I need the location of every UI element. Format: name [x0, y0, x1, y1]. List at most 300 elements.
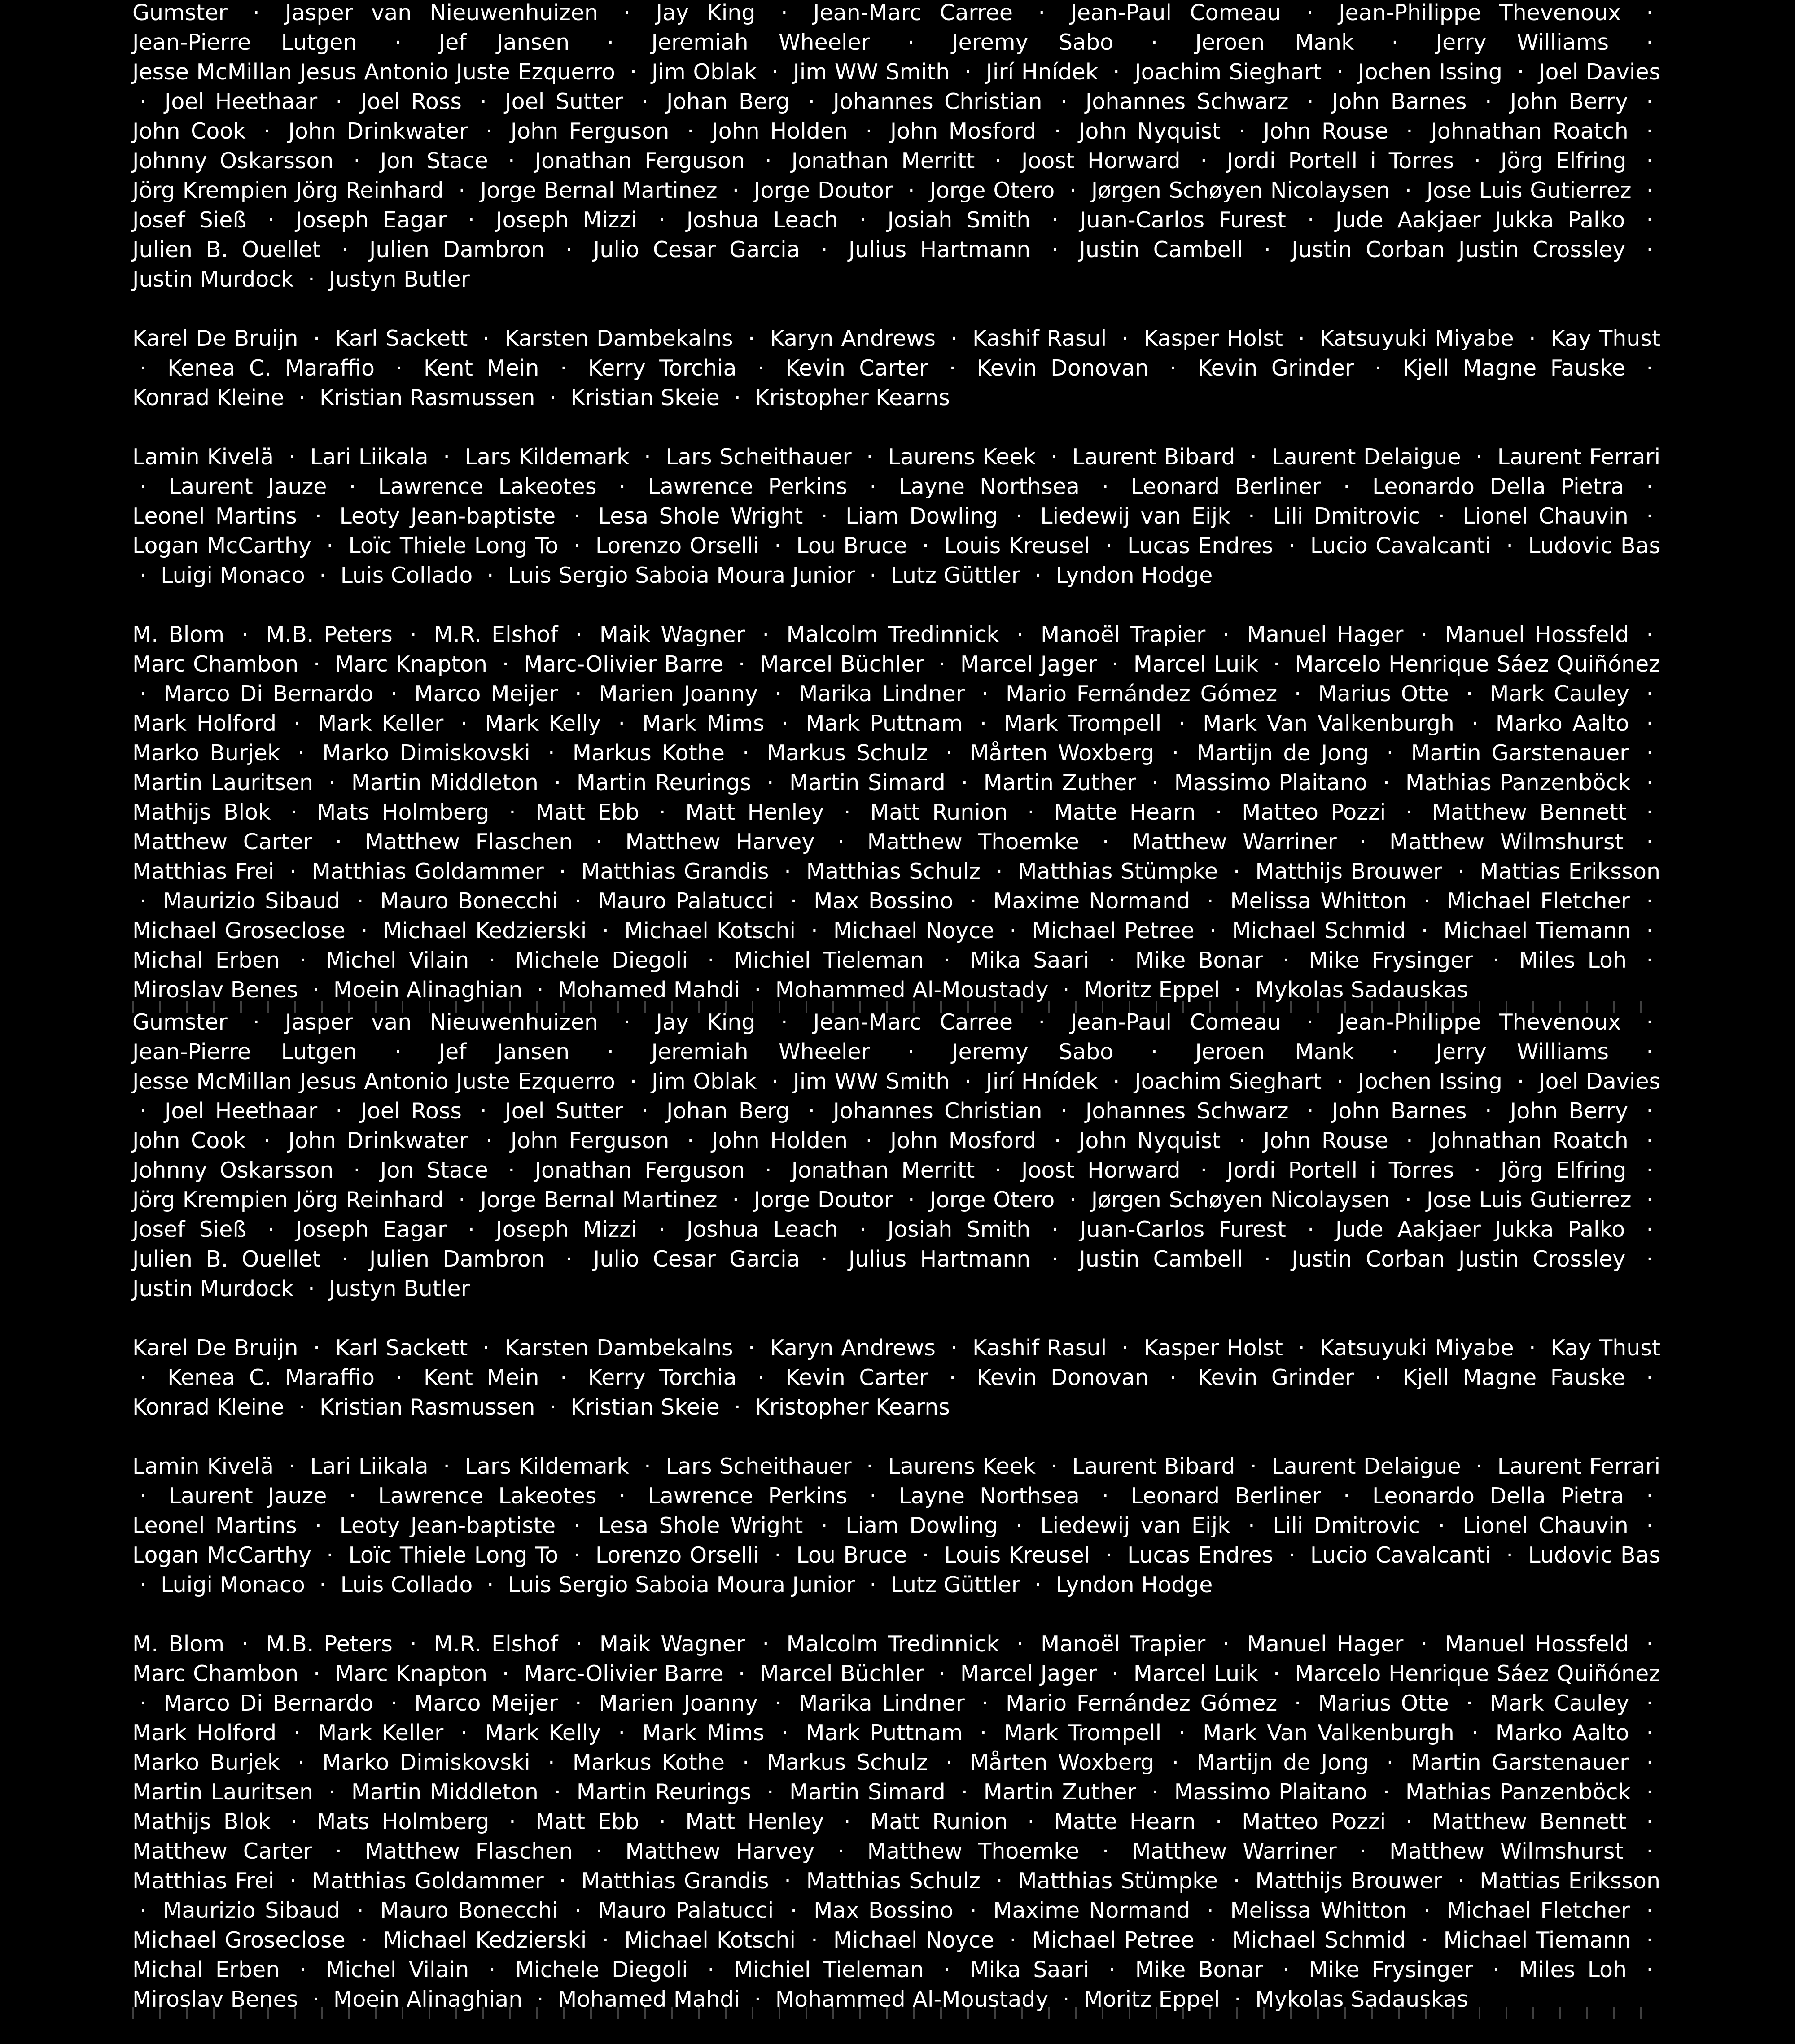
credit-name: Jørgen Schøyen Nicolaysen — [1091, 1187, 1390, 1213]
credit-name: Johnny Oskarsson — [132, 148, 334, 174]
separator-dot: · — [808, 89, 815, 114]
separator-dot: · — [308, 266, 315, 292]
separator-dot: · — [319, 1572, 326, 1598]
credit-name: Michael Kedzierski — [383, 918, 587, 943]
separator-dot: · — [949, 1365, 956, 1390]
credit-name: Mathias Panzenböck — [1405, 770, 1631, 795]
credit-name: Lutz Güttler — [890, 1572, 1020, 1598]
separator-dot: · — [1528, 1335, 1536, 1361]
credit-name: Marc Chambon — [132, 1661, 299, 1686]
separator-dot: · — [602, 918, 609, 943]
credit-name: John Cook — [132, 1128, 246, 1153]
credit-name: Matt Henley — [685, 1809, 824, 1834]
credit-name: John Mosford — [890, 1128, 1037, 1153]
credit-name: Luis Collado — [340, 563, 473, 588]
separator-dot: · — [1457, 1868, 1465, 1894]
separator-dot: · — [313, 1661, 320, 1686]
credit-name: Markus Kothe — [572, 1750, 725, 1775]
separator-dot: · — [1391, 1039, 1399, 1065]
separator-dot: · — [1121, 1335, 1129, 1361]
separator-dot: · — [140, 681, 147, 707]
separator-dot: · — [961, 1779, 968, 1805]
separator-dot: · — [602, 1927, 609, 1953]
credit-name: Mike Bonar — [1135, 1957, 1263, 1983]
separator-dot: · — [1108, 1957, 1116, 1983]
credit-name: Justin Murdock — [132, 266, 294, 292]
separator-dot: · — [1288, 1542, 1296, 1568]
separator-dot: · — [536, 1987, 544, 2012]
separator-dot: · — [460, 711, 468, 736]
credit-name: Marko Dimiskovski — [322, 1750, 530, 1775]
separator-dot: · — [748, 326, 755, 351]
credit-name: Jorge Doutor — [754, 178, 893, 203]
credit-name: Matthew Carter — [132, 1839, 312, 1864]
separator-dot: · — [938, 1661, 946, 1686]
separator-dot: · — [907, 1187, 915, 1213]
separator-dot: · — [1646, 948, 1654, 973]
separator-dot: · — [573, 503, 581, 529]
separator-dot: · — [1102, 474, 1109, 499]
credit-name: Mats Holmberg — [317, 1809, 490, 1834]
credit-name: Kerry Torchia — [588, 1365, 737, 1390]
separator-dot: · — [658, 1217, 665, 1242]
separator-dot: · — [980, 1720, 987, 1746]
separator-dot: · — [486, 1128, 493, 1153]
credit-name: Lesa Shole Wright — [598, 1513, 803, 1538]
separator-dot: · — [1517, 59, 1524, 85]
credit-name: Justin Murdock — [132, 1276, 294, 1302]
credit-name: Leonardo Della Pietra — [1372, 1483, 1624, 1509]
separator-dot: · — [1423, 1898, 1431, 1923]
separator-dot: · — [1474, 1157, 1481, 1183]
credit-name: Jeroen Mank — [1195, 1039, 1354, 1065]
credit-name: Max Bossino — [814, 888, 954, 914]
credit-name: Matt Runion — [870, 799, 1008, 825]
separator-dot: · — [1222, 622, 1230, 647]
separator-dot: · — [1298, 326, 1305, 351]
credit-name: Moein Alinaghian — [333, 977, 523, 1003]
separator-dot: · — [1121, 326, 1129, 351]
credit-name: Kay Thust — [1550, 1335, 1661, 1361]
credit-name: Kevin Grinder — [1197, 355, 1354, 381]
separator-dot: · — [349, 474, 356, 499]
separator-dot: · — [1646, 1720, 1654, 1746]
credit-name: Lars Scheithauer — [665, 1454, 852, 1479]
credit-name: Martin Simard — [789, 1779, 946, 1805]
separator-dot: · — [1646, 474, 1654, 499]
separator-dot: · — [502, 651, 509, 677]
separator-dot: · — [781, 711, 789, 736]
credit-name: Johannes Christian — [833, 1098, 1042, 1124]
separator-dot: · — [1646, 1246, 1654, 1272]
separator-dot: · — [1646, 1839, 1654, 1864]
credit-name: Joachim Sieghart — [1134, 59, 1322, 85]
credit-name: Jasper van Nieuwenhuizen — [285, 1009, 599, 1035]
credit-name: Kent Mein — [423, 355, 539, 381]
separator-dot: · — [1112, 1661, 1119, 1686]
separator-dot: · — [623, 1009, 631, 1035]
credit-name: Lionel Chauvin — [1462, 1513, 1629, 1538]
credit-name: Max Bossino — [814, 1898, 954, 1923]
credit-name: Jean-Philippe Thevenoux — [1339, 0, 1621, 26]
credit-name: Luis Sergio Saboia Moura Junior — [508, 563, 855, 588]
credit-name: Michele Diegoli — [515, 948, 688, 973]
credit-name: Justin Cambell — [1079, 1246, 1243, 1272]
credit-name: Marco Meijer — [414, 1690, 558, 1716]
credit-name: Jon Stace — [380, 148, 488, 174]
separator-dot: · — [486, 118, 493, 144]
separator-dot: · — [315, 1513, 322, 1538]
separator-dot: · — [766, 1779, 774, 1805]
separator-dot: · — [1646, 355, 1653, 381]
separator-dot: · — [293, 1720, 301, 1746]
credit-name: Mauro Palatucci — [598, 888, 774, 914]
credit-name: Lorenzo Orselli — [595, 1542, 759, 1568]
credit-name: Juan-Carlos Furest — [1080, 207, 1286, 233]
credit-name: Martin Reurings — [576, 770, 752, 795]
separator-dot: · — [618, 474, 626, 499]
credit-name: Logan McCarthy — [132, 1542, 311, 1568]
credit-name: M. Blom — [132, 622, 225, 647]
text-fragment — [132, 2007, 1660, 2019]
separator-dot: · — [1069, 1187, 1077, 1213]
separator-dot: · — [742, 740, 749, 766]
credit-name: Liedewij van Eijk — [1040, 1513, 1230, 1538]
separator-dot: · — [547, 740, 555, 766]
separator-dot: · — [394, 1039, 402, 1065]
separator-dot: · — [945, 740, 953, 766]
credit-name: Mika Saari — [970, 1957, 1090, 1983]
credit-name: Michel Vilain — [325, 1957, 469, 1983]
separator-dot: · — [288, 444, 296, 470]
separator-dot: · — [1438, 1513, 1445, 1538]
separator-dot: · — [644, 444, 651, 470]
credit-name: Mårten Woxberg — [970, 740, 1155, 766]
separator-dot: · — [1112, 651, 1119, 677]
separator-dot: · — [1646, 1128, 1653, 1153]
separator-dot: · — [1207, 888, 1214, 914]
separator-dot: · — [866, 444, 873, 470]
separator-dot: · — [1423, 888, 1431, 914]
separator-dot: · — [480, 1098, 487, 1124]
separator-dot: · — [1215, 799, 1222, 825]
separator-dot: · — [1307, 89, 1314, 114]
credit-name: M.R. Elshof — [434, 1631, 558, 1657]
separator-dot: · — [687, 1128, 694, 1153]
separator-dot: · — [1016, 622, 1024, 647]
credit-name: John Berry — [1510, 89, 1628, 114]
separator-dot: · — [1060, 89, 1068, 114]
separator-dot: · — [734, 385, 741, 411]
separator-dot: · — [945, 1750, 953, 1775]
credit-name: Leonel Martins — [132, 1513, 297, 1538]
separator-dot: · — [784, 859, 791, 884]
credit-name: Mike Bonar — [1135, 948, 1263, 973]
separator-dot: · — [1359, 829, 1367, 855]
credits-section-m — [132, 620, 1660, 1005]
credit-name: Martin Zuther — [983, 1779, 1136, 1805]
credit-name: Karl Sackett — [335, 326, 468, 351]
separator-dot: · — [1528, 326, 1536, 351]
separator-dot: · — [335, 1839, 342, 1864]
separator-dot: · — [1027, 1809, 1035, 1834]
credit-name: Mattias Eriksson — [1480, 1868, 1661, 1894]
credit-name: Julien Dambron — [369, 237, 545, 262]
separator-dot: · — [1484, 1098, 1492, 1124]
separator-dot: · — [1151, 770, 1159, 795]
credit-name: Kristian Skeie — [570, 385, 720, 411]
separator-dot: · — [315, 503, 322, 529]
credit-name: Matthias Grandis — [581, 1868, 769, 1894]
separator-dot: · — [1646, 1779, 1654, 1805]
separator-dot: · — [356, 1898, 364, 1923]
separator-dot: · — [1405, 1809, 1413, 1834]
separator-dot: · — [293, 711, 301, 736]
separator-dot: · — [1438, 503, 1445, 529]
credit-name: John Cook — [132, 118, 246, 144]
separator-dot: · — [486, 563, 494, 588]
credit-name: Maurizio Sibaud — [163, 1898, 341, 1923]
credit-name: Michael Kotschi — [624, 1927, 796, 1953]
separator-dot: · — [837, 829, 845, 855]
separator-dot: · — [821, 1246, 828, 1272]
credit-name: Manoël Trapier — [1040, 1631, 1206, 1657]
separator-dot: · — [865, 118, 873, 144]
separator-dot: · — [641, 89, 648, 114]
credit-name: Kerry Torchia — [588, 355, 737, 381]
separator-dot: · — [1108, 948, 1116, 973]
separator-dot: · — [765, 1157, 772, 1183]
credit-name: Kevin Carter — [785, 355, 928, 381]
credit-name: Melissa Whitton — [1230, 1898, 1407, 1923]
credit-name: Laurent Ferrari — [1497, 444, 1661, 470]
credit-name: Moritz Eppel — [1084, 1987, 1220, 2012]
separator-dot: · — [1027, 799, 1035, 825]
separator-dot: · — [843, 1809, 851, 1834]
separator-dot: · — [559, 1868, 566, 1894]
credit-name: Moein Alinaghian — [333, 1987, 523, 2012]
credit-name: Kay Thust — [1550, 326, 1661, 351]
separator-dot: · — [1406, 118, 1413, 144]
credit-name: Matthias Stümpke — [1018, 1868, 1218, 1894]
credit-name: Jochen Issing — [1358, 59, 1502, 85]
separator-dot: · — [335, 829, 342, 855]
separator-dot: · — [754, 977, 762, 1003]
credit-name: Jörg Krempien Jörg Reinhard — [132, 178, 444, 203]
separator-dot: · — [1234, 1987, 1241, 2012]
separator-dot: · — [263, 118, 271, 144]
separator-dot: · — [1238, 118, 1246, 144]
credit-name: Kristopher Kearns — [755, 1394, 950, 1420]
credit-name: Karyn Andrews — [770, 326, 936, 351]
credit-name: Ludovic Bas — [1528, 1542, 1661, 1568]
credit-name: Marius Otte — [1318, 681, 1449, 707]
credit-name: Layne Northsea — [898, 1483, 1080, 1509]
separator-dot: · — [482, 1335, 490, 1361]
credit-name: John Rouse — [1263, 1128, 1388, 1153]
credit-name: Matthew Flaschen — [364, 1839, 573, 1864]
separator-dot: · — [1646, 1809, 1654, 1834]
separator-dot: · — [574, 681, 582, 707]
separator-dot: · — [1420, 622, 1428, 647]
separator-dot: · — [907, 178, 915, 203]
separator-dot: · — [1016, 503, 1023, 529]
credit-name: Josef Sieß — [132, 207, 247, 233]
separator-dot: · — [630, 59, 637, 85]
separator-dot: · — [1484, 89, 1492, 114]
credit-name: Logan McCarthy — [132, 533, 311, 559]
separator-dot: · — [1307, 1098, 1314, 1124]
separator-dot: · — [707, 1957, 714, 1983]
separator-dot: · — [1200, 1157, 1208, 1183]
credit-name: Josef Sieß — [132, 1217, 247, 1242]
credit-name: Jay King — [656, 1009, 756, 1035]
credit-name: Marko Burjek — [132, 1750, 280, 1775]
credit-name: Johan Berg — [666, 89, 790, 114]
separator-dot: · — [140, 1365, 147, 1390]
credit-name: Mark Kelly — [485, 711, 601, 736]
separator-dot: · — [575, 1631, 582, 1657]
separator-dot: · — [326, 1542, 333, 1568]
separator-dot: · — [1307, 207, 1314, 233]
credit-name: Marcel Büchler — [760, 651, 924, 677]
separator-dot: · — [1178, 1720, 1186, 1746]
credit-name: John Nyquist — [1078, 1128, 1221, 1153]
credit-name: Joel Sutter — [505, 89, 623, 114]
credit-name: Kristian Rasmussen — [320, 1394, 535, 1420]
separator-dot: · — [734, 1394, 741, 1420]
credit-name: Matt Runion — [870, 1809, 1008, 1834]
credit-name: Matthew Flaschen — [364, 829, 573, 855]
credit-name: Jean-Marc Carree — [813, 0, 1013, 26]
separator-dot: · — [641, 1098, 648, 1124]
credit-name: Matthew Warriner — [1132, 829, 1337, 855]
credit-name: John Drinkwater — [288, 118, 468, 144]
separator-dot: · — [253, 1009, 260, 1035]
credit-name: Marika Lindner — [799, 1690, 965, 1716]
credit-name: Lawrence Lakeotes — [378, 1483, 597, 1509]
credit-name: Matthias Stümpke — [1018, 859, 1218, 884]
separator-dot: · — [313, 651, 320, 677]
separator-dot: · — [353, 148, 361, 174]
separator-dot: · — [969, 1898, 977, 1923]
credit-name: Justin Cambell — [1079, 237, 1243, 262]
credit-name: Joel Davies — [1539, 59, 1661, 85]
credit-name: Michele Diegoli — [515, 1957, 688, 1983]
credit-name: Jerry Williams — [1436, 30, 1609, 55]
credit-name: Lamin Kivelä — [132, 444, 274, 470]
credit-name: Mike Frysinger — [1309, 1957, 1473, 1983]
credit-name: Miroslav Benes — [132, 977, 298, 1003]
credit-name: Mathias Panzenböck — [1405, 1779, 1631, 1805]
credit-name: Mark Puttnam — [806, 711, 963, 736]
separator-dot: · — [1343, 474, 1350, 499]
separator-dot: · — [1646, 1690, 1654, 1716]
credit-name: Mykolas Sadauskas — [1255, 1987, 1468, 2012]
credit-name: Martin Lauritsen — [132, 1779, 314, 1805]
credit-name: M.B. Peters — [266, 1631, 393, 1657]
separator-dot: · — [573, 1513, 581, 1538]
credit-name: Martin Simard — [789, 770, 946, 795]
separator-dot: · — [488, 948, 496, 973]
credit-name: Michael Tiemann — [1443, 918, 1631, 943]
credit-name: Jim WW Smith — [793, 59, 950, 85]
credit-name: Marc-Olivier Barre — [524, 1661, 724, 1686]
separator-dot: · — [1054, 118, 1061, 144]
credit-name: Jude Aakjaer Jukka Palko — [1335, 207, 1625, 233]
separator-dot: · — [1038, 1009, 1046, 1035]
separator-dot: · — [1475, 1454, 1483, 1479]
credit-name: Maik Wagner — [599, 1631, 745, 1657]
credit-name: Karel De Bruijn — [132, 1335, 298, 1361]
separator-dot: · — [618, 1483, 626, 1509]
credit-name: Luigi Monaco — [161, 563, 305, 588]
credit-name: Kristian Rasmussen — [320, 385, 535, 411]
separator-dot: · — [1646, 1217, 1654, 1242]
credit-name: Massimo Plaitano — [1174, 770, 1367, 795]
separator-dot: · — [410, 622, 417, 647]
separator-dot: · — [859, 207, 867, 233]
credit-name: Mark Holford — [132, 1720, 277, 1746]
credit-name: Mohammed Al-Moustady — [775, 977, 1049, 1003]
separator-dot: · — [659, 799, 666, 825]
credit-name: Mauro Palatucci — [598, 1898, 774, 1923]
credit-name: Liedewij van Eijk — [1040, 503, 1230, 529]
credit-name: Karsten Dambekalns — [504, 326, 733, 351]
separator-dot: · — [943, 948, 950, 973]
separator-dot: · — [1375, 1365, 1382, 1390]
separator-dot: · — [757, 1365, 765, 1390]
separator-dot: · — [994, 148, 1002, 174]
separator-dot: · — [1471, 711, 1479, 736]
credit-name: Johnathan Roatch — [1431, 118, 1629, 144]
separator-dot: · — [1420, 1631, 1428, 1657]
separator-dot: · — [509, 799, 516, 825]
separator-dot: · — [869, 563, 877, 588]
credits-section-j — [132, 1008, 1660, 1304]
credit-name: Julius Hartmann — [848, 237, 1031, 262]
separator-dot: · — [1009, 1927, 1017, 1953]
credit-name: Marien Joanny — [599, 681, 758, 707]
separator-dot: · — [328, 1779, 336, 1805]
credit-name: Lars Scheithauer — [665, 444, 852, 470]
separator-dot: · — [1264, 237, 1271, 262]
separator-dot: · — [1306, 1009, 1313, 1035]
credit-name: Kristian Skeie — [570, 1394, 720, 1420]
separator-dot: · — [1646, 1009, 1654, 1035]
separator-dot: · — [1051, 1217, 1059, 1242]
separator-dot: · — [1646, 770, 1654, 795]
separator-dot: · — [1646, 1898, 1654, 1923]
credit-name: Mohamed Mahdi — [558, 1987, 740, 2012]
separator-dot: · — [395, 355, 403, 381]
credit-name: Mathijs Blok — [132, 1809, 271, 1834]
separator-dot: · — [950, 1335, 958, 1361]
credit-name: Marcel Luik — [1133, 651, 1259, 677]
credit-name: Mark Mims — [642, 1720, 765, 1746]
separator-dot: · — [1172, 740, 1179, 766]
credit-name: Kevin Donovan — [977, 1365, 1149, 1390]
credit-name: Louis Kreusel — [944, 533, 1090, 559]
separator-dot: · — [1102, 1839, 1109, 1864]
credit-name: John Holden — [712, 1128, 848, 1153]
separator-dot: · — [1069, 178, 1077, 203]
separator-dot: · — [1151, 30, 1158, 55]
credit-name: Kent Mein — [423, 1365, 539, 1390]
credit-name: Massimo Plaitano — [1174, 1779, 1367, 1805]
separator-dot: · — [748, 1335, 755, 1361]
credit-name: Joachim Sieghart — [1134, 1069, 1322, 1094]
